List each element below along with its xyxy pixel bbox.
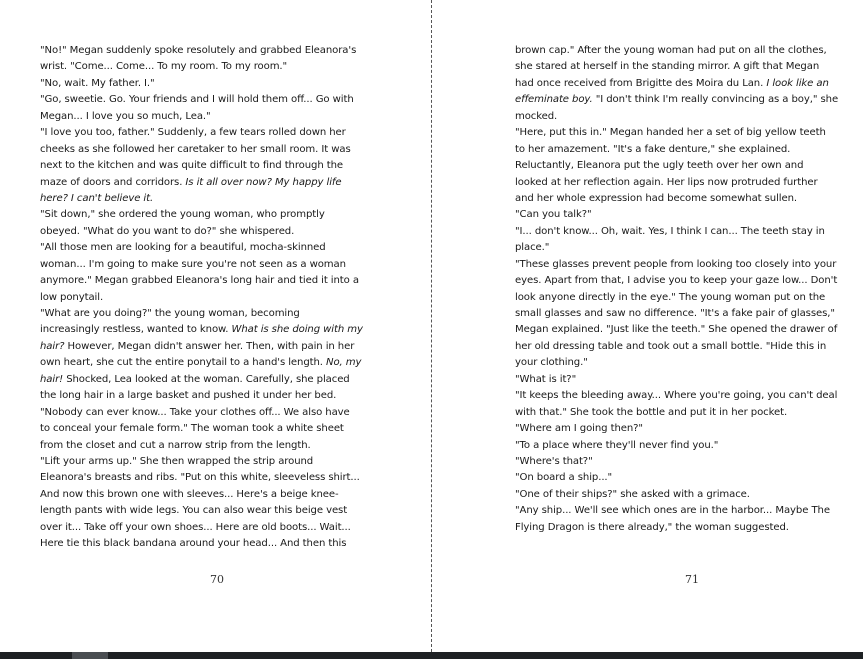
left-page [0, 0, 431, 652]
text-line [40, 536, 370, 552]
text-line [515, 207, 847, 223]
text-line [40, 207, 370, 223]
italic-text-segment: No, my [326, 357, 362, 369]
text-segment: from the closet and cut a narrow strip from the length. [40, 439, 311, 451]
text-segment: anymore." Megan grabbed Eleanora's long hair and tied it into a [40, 275, 359, 287]
text-line [40, 290, 370, 306]
text-line [515, 520, 847, 536]
text-segment: "Nobody can ever know... Take your clothes off... We also have [40, 406, 350, 418]
text-segment: to conceal your female form." The woman took a white sheet [40, 423, 344, 435]
text-line [40, 372, 370, 388]
text-segment: own heart, she cut the entire ponytail to a hand's length. [40, 357, 327, 369]
reader-progress-segment [72, 652, 108, 659]
text-line [515, 339, 847, 355]
text-line [40, 224, 370, 240]
text-segment: increasingly restless, wanted to know. [40, 324, 232, 336]
text-segment: "Any ship... We'll see which ones are in the harbor... Maybe The [515, 505, 830, 517]
text-segment: "On board a ship..." [515, 472, 613, 484]
text-line [515, 43, 847, 59]
text-segment: Megan... I love you so much, Lea." [40, 110, 211, 122]
text-line [515, 191, 847, 207]
text-line [40, 503, 370, 519]
text-segment: "To a place where they'll never find you." [515, 439, 719, 451]
italic-text-segment: hair! [40, 373, 64, 385]
text-line [515, 438, 847, 454]
text-line [40, 273, 370, 289]
text-segment: "Lift your arms up." She then wrapped the strip around [40, 455, 314, 467]
text-segment: Eleanora's breasts and ribs. "Put on this white, sleeveless shirt... [40, 472, 360, 484]
text-line [40, 339, 370, 355]
text-segment: And now this brown one with sleeves... Here's a beige knee- [40, 488, 339, 500]
text-segment: Here tie this black bandana around your head... And then this [40, 538, 347, 550]
text-segment: over it... Take off your own shoes... Here are old boots... Wait... [40, 521, 351, 533]
right-page-text [515, 43, 847, 536]
text-line [515, 388, 847, 404]
text-segment: "It keeps the bleeding away... Where you're going, you can't deal [515, 390, 838, 402]
text-line [515, 322, 847, 338]
text-line [515, 175, 847, 191]
text-line [515, 92, 847, 108]
text-segment: look anyone directly in the eye." The young woman put on the [515, 291, 826, 303]
text-line [515, 290, 847, 306]
text-line [515, 158, 847, 174]
text-line [40, 487, 370, 503]
text-line [515, 487, 847, 503]
text-segment: "Go, sweetie. Go. Your friends and I will hold them off... Go with [40, 94, 354, 106]
right-page-number: 71 [685, 573, 699, 586]
text-line [40, 388, 370, 404]
text-segment: "I love you too, father." Suddenly, a few tears rolled down her [40, 127, 346, 139]
text-line [515, 76, 847, 92]
text-segment: small glasses and saw no difference. "It's a fake pair of glasses," [515, 308, 835, 319]
text-segment: she stared at herself in the standing mirror. A gift that Megan [515, 61, 820, 73]
text-line [515, 421, 847, 437]
text-line [40, 142, 370, 158]
text-line [40, 470, 370, 486]
text-segment: However, Megan didn't answer her. Then, with pain in her [64, 340, 355, 352]
text-segment: woman... I'm going to make sure you're not seen as a woman [40, 258, 346, 270]
text-line [515, 503, 847, 519]
text-line [40, 322, 370, 338]
page-divider [431, 0, 432, 652]
text-line [515, 240, 847, 256]
italic-text-segment: What is she doing with my [231, 324, 363, 336]
text-line [40, 405, 370, 421]
text-segment: mocked. [515, 110, 558, 122]
text-segment: Flying Dragon is there already," the woman suggested. [515, 521, 789, 533]
italic-text-segment: effeminate boy. [515, 94, 593, 106]
text-segment: "Here, put this in." Megan handed her a set of big yellow teeth [515, 127, 826, 139]
text-segment: "Can you talk?" [515, 209, 592, 221]
text-segment: cheeks as she followed her caretaker to her small room. It was [40, 143, 351, 155]
text-segment: her old dressing table and took out a small bottle. "Hide this in [515, 340, 827, 352]
text-segment: with that." She took the bottle and put it in her pocket. [515, 406, 788, 418]
text-segment: had once received from Brigitte des Moira du Lan. [515, 77, 767, 89]
text-line [515, 273, 847, 289]
text-line [40, 355, 370, 371]
text-line [40, 43, 370, 59]
text-segment: "These glasses prevent people from looking too closely into your [515, 258, 837, 270]
text-line [40, 240, 370, 256]
text-line [40, 454, 370, 470]
text-line [40, 421, 370, 437]
text-line [40, 158, 370, 174]
text-line [40, 59, 370, 75]
text-segment: brown cap." After the young woman had put on all the clothes, [515, 45, 827, 56]
text-line [515, 257, 847, 273]
text-segment: "Sit down," she ordered the young woman, who promptly [40, 209, 325, 221]
text-line [40, 257, 370, 273]
text-segment: "Where's that?" [515, 455, 593, 467]
text-line [515, 125, 847, 141]
text-line [515, 306, 847, 322]
text-segment: obeyed. "What do you want to do?" she whispered. [40, 225, 295, 237]
text-line [515, 372, 847, 388]
text-segment: Megan explained. "Just like the teeth." She opened the drawer of [515, 324, 838, 336]
text-segment: looked at her reflection again. Her lips now protruded further [515, 176, 818, 188]
text-segment: Shocked, Lea looked at the woman. Carefully, she placed [63, 373, 350, 385]
text-segment: "I don't think I'm really convincing as a boy," she [592, 94, 839, 106]
text-line [40, 191, 370, 207]
text-segment: next to the kitchen and was quite difficult to find through the [40, 160, 344, 172]
right-page [433, 0, 863, 652]
italic-text-segment: here? I can't believe it. [40, 192, 154, 204]
text-line [515, 109, 847, 125]
text-line [515, 142, 847, 158]
text-line [515, 224, 847, 240]
text-segment: "No, wait. My father. I." [40, 77, 155, 89]
text-line [40, 109, 370, 125]
text-segment: "What is it?" [515, 373, 577, 385]
text-segment: "One of their ships?" she asked with a grimace. [515, 488, 750, 500]
text-line [515, 454, 847, 470]
text-segment: wrist. "Come... Come... To my room. To my room." [40, 61, 288, 73]
text-line [515, 405, 847, 421]
text-segment: the long hair in a large basket and pushed it under her bed. [40, 390, 337, 402]
text-segment: and her whole expression had become somewhat sullen. [515, 192, 798, 204]
text-segment: "What are you doing?" the young woman, becoming [40, 308, 300, 319]
left-page-number: 70 [210, 573, 224, 586]
text-segment: eyes. Apart from that, I advise you to keep your gaze low... Don't [515, 275, 838, 287]
text-segment: maze of doors and corridors. [40, 176, 186, 188]
text-line [40, 76, 370, 92]
text-line [40, 92, 370, 108]
text-segment: low ponytail. [40, 291, 104, 303]
italic-text-segment: I look like an [766, 77, 829, 89]
text-segment: "I... don't know... Oh, wait. Yes, I think I can... The teeth stay in [515, 225, 825, 237]
italic-text-segment: hair? [40, 340, 65, 352]
italic-text-segment: Is it all over now? My happy life [185, 176, 342, 188]
text-segment: "Where am I going then?" [515, 423, 643, 435]
text-segment: your clothing." [515, 357, 588, 369]
text-line [40, 306, 370, 322]
left-page-text [40, 43, 370, 553]
text-segment: length pants with wide legs. You can also wear this beige vest [40, 505, 348, 517]
text-line [515, 59, 847, 75]
text-line [40, 125, 370, 141]
text-segment: "All those men are looking for a beautiful, mocha-skinned [40, 242, 326, 254]
text-segment: "No!" Megan suddenly spoke resolutely and grabbed Eleanora's [40, 45, 357, 56]
text-segment: to her amazement. "It's a fake denture," she explained. [515, 143, 791, 155]
reader-bottom-bar [0, 652, 863, 659]
text-segment: place." [515, 242, 550, 254]
text-line [40, 438, 370, 454]
text-line [40, 175, 370, 191]
text-line [515, 355, 847, 371]
text-line [515, 470, 847, 486]
text-line [40, 520, 370, 536]
text-segment: Reluctantly, Eleanora put the ugly teeth over her own and [515, 160, 804, 172]
